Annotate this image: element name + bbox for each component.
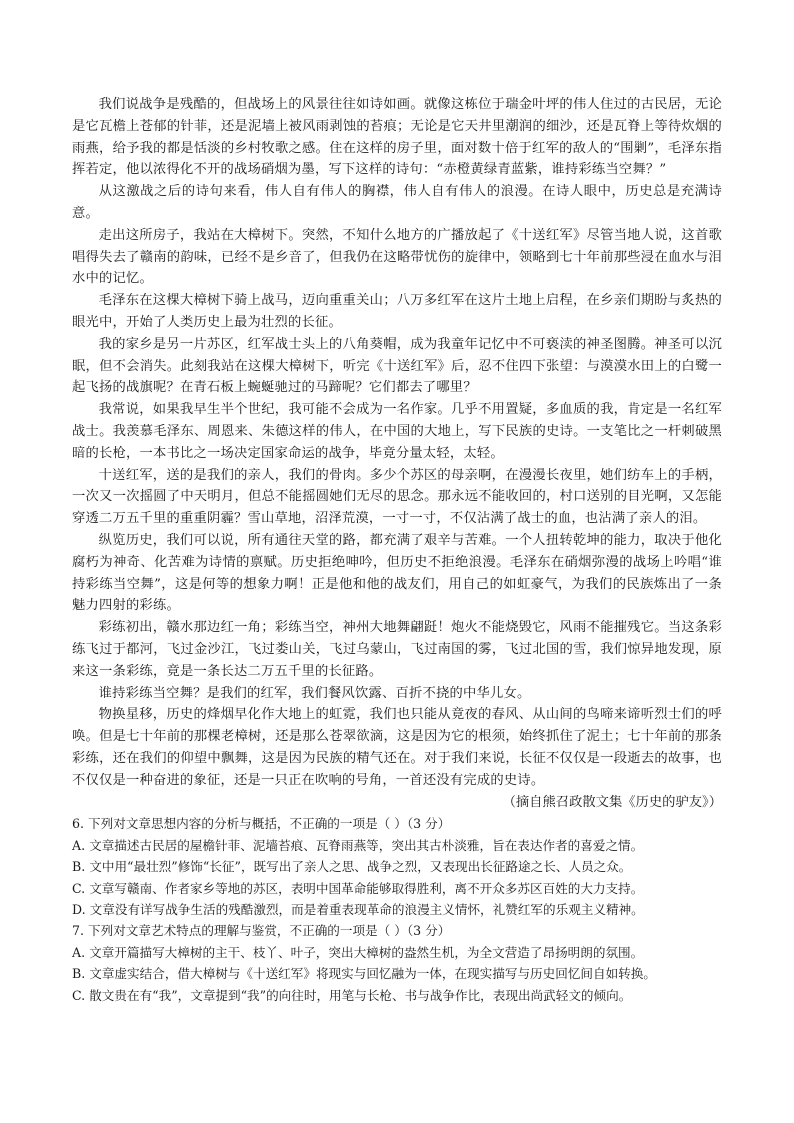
question-7-option-a: A. 文章开篇描写大樟树的主干、枝丫、叶子，突出大樟树的盎然生机，为全文营造了昂扬明朗的氛围。 <box>72 944 644 960</box>
article-source: （摘自熊召政散文集《历史的驴友》） <box>502 794 722 810</box>
question-6-option-b: B. 文中用“最壮烈”修饰“长征”，既写出了亲人之思、战争之烈，又表现出长征路途之长、人员之众。 <box>72 859 632 875</box>
article-paragraph-9: 彩练初出，赣水那边红一角；彩练当空，神州大地舞翩跹！炮火不能烧毁它，风雨不能摧残它。当这条彩练飞过于都河，飞过金沙江，飞过娄山关，飞过乌蒙山，飞过南国的雾，飞过北国的雪，我们惊异地发现，原来这一条彩练，竟是一条长达二万五千里的长征路。 <box>72 620 722 679</box>
article-paragraph-5: 我的家乡是另一片苏区，红军战士头上的八角葵帽，成为我童年记忆中不可亵渎的神圣图腾。神圣可以沉眠，但不会消失。此刻我站在这棵大樟树下，听完《十送红军》后，忍不住四下张望：与漠漠水田上的白鹭一起飞扬的战旗呢？在青石板上蜿蜒驰过的马蹄呢？它们都去了哪里？ <box>72 336 722 396</box>
question-7-option-b: B. 文章虚实结合，借大樟树与《十送红军》将现实与回忆融为一体，在现实描写与历史回忆间自如转换。 <box>72 966 656 982</box>
question-stem-6: 6. 下列对文章思想内容的分析与概括，不正确的一项是（ ）（3 分） <box>72 816 451 832</box>
question-6-option-d: D. 文章没有详写战争生活的残酷激烈，而是着重表现革命的浪漫主义情怀，礼赞红军的乐观主义精神。 <box>72 901 644 917</box>
article-paragraph-3: 走出这所房子，我站在大樟树下。突然，不知什么地方的广播放起了《十送红军》尽管当地人说，这首歌唱得失去了赣南的韵味，已经不是乡音了，但我仍在这略带忧伤的旋律中，领略到七十年前那些浸在血水与泪水中的记忆。 <box>72 227 722 287</box>
question-6-option-c: C. 文章写赣南、作者家乡等地的苏区，表明中国革命能够取得胜利，离不开众多苏区百姓的大力支持。 <box>72 880 644 896</box>
article-body <box>72 94 722 813</box>
article-paragraph-11: 物换星移，历史的烽烟早化作大地上的虹霓，我们也只能从竟夜的春风、从山间的鸟啼来谛听烈士们的呼唤。但是七十年前的那棵老樟树，还是那么苍翠欲滴，这是因为它的根须，始终抓住了泥土；七十年前的那条彩练，还在我们的仰望中飘舞，这是因为民族的精气还在。对于我们来说，长征不仅仅是一段逝去的故事，也不仅仅是一种奋进的象征，还是一只正在吹响的号角，一首还没有完成的史诗。 <box>72 707 722 788</box>
question-block-7 <box>72 920 722 1006</box>
question-6-option-a: A. 文章描述古民居的屋檐针菲、泥墙苔痕、瓦脊雨燕等，突出其古朴淡雅，旨在表达作者的喜爱之情。 <box>72 837 644 853</box>
article-paragraph-6: 我常说，如果我早生半个世纪，我可能不会成为一名作家。几乎不用置疑，多血质的我，肯定是一名红军战士。我羡慕毛泽东、周恩来、朱德这样的伟人，在中国的大地上，写下民族的史诗。一支笔比之一杆刺破黑暗的长枪，一本书比之一场决定国家命运的战争，毕竟分量太轻，太轻。 <box>72 402 722 461</box>
article-paragraph-8: 纵览历史，我们可以说，所有通往天堂的路，都充满了艰辛与苦难。一个人扭转乾坤的能力，取决于他化腐朽为神奇、化苦难为诗情的禀赋。历史拒绝呻吟，但历史不拒绝浪漫。毛泽东在硝烟弥漫的战场上吟唱“谁持彩练当空舞”，这是何等的想象力啊！正是他和他的战友们，用自己的如虹豪气，为我们的民族炼出了一条魅力四射的彩练。 <box>72 532 722 614</box>
question-stem-7: 7. 下列对文章艺术特点的理解与鉴赏，不正确的一项是（ ）（3 分） <box>72 923 451 939</box>
article-paragraph-10: 谁持彩练当空舞？是我们的红军，我们餐风饮露、百折不挠的中华儿女。 <box>98 685 531 701</box>
article-paragraph-4: 毛泽东在这棵大樟树下骑上战马，迈向重重关山；八万多红军在这片土地上启程，在乡亲们期盼与炙热的眼光中，开始了人类历史上最为壮烈的长征。 <box>72 293 722 330</box>
article-paragraph-1: 我们说战争是残酷的，但战场上的风景往往如诗如画。就像这栋位于瑞金叶坪的伟人住过的古民居，无论是它瓦檐上苍郁的针菲，还是泥墙上被风雨剥蚀的苔痕；无论是它天井里潮润的细沙，还是瓦脊上等待炊烟的雨燕，给予我的都是恬淡的乡村牧歌之感。住在这样的房子里，面对数十倍于红军的敌人的“围剿”，毛泽东指挥若定，他以浓得化不开的战场硝烟为墨，写下这样的诗句：“赤橙黄绿青蓝紫，谁持彩练当空舞？” <box>72 97 722 178</box>
document-page <box>72 94 722 1006</box>
article-paragraph-2: 从这激战之后的诗句来看，伟人自有伟人的胸襟，伟人自有伟人的浪漫。在诗人眼中，历史总是充满诗意。 <box>72 184 722 221</box>
article-paragraph-7: 十送红军，送的是我们的亲人，我们的骨肉。多少个苏区的母亲啊，在漫漫长夜里，她们纺车上的手柄，一次又一次摇圆了中天明月，但总不能摇圆她们无尽的思念。那永远不能收回的，村口送别的目光啊，又怎能穿透二万五千里的重重阴霾？雪山草地，沼泽荒漠，一寸一寸，不仅沾满了战士的血，也沾满了亲人的泪。 <box>72 467 722 527</box>
question-7-option-c: C. 散文贵在有“我”，文章提到“我”的向往时，用笔与长枪、书与战争作比，表现出尚武轻文的倾向。 <box>72 987 632 1003</box>
question-block-6 <box>72 813 722 920</box>
